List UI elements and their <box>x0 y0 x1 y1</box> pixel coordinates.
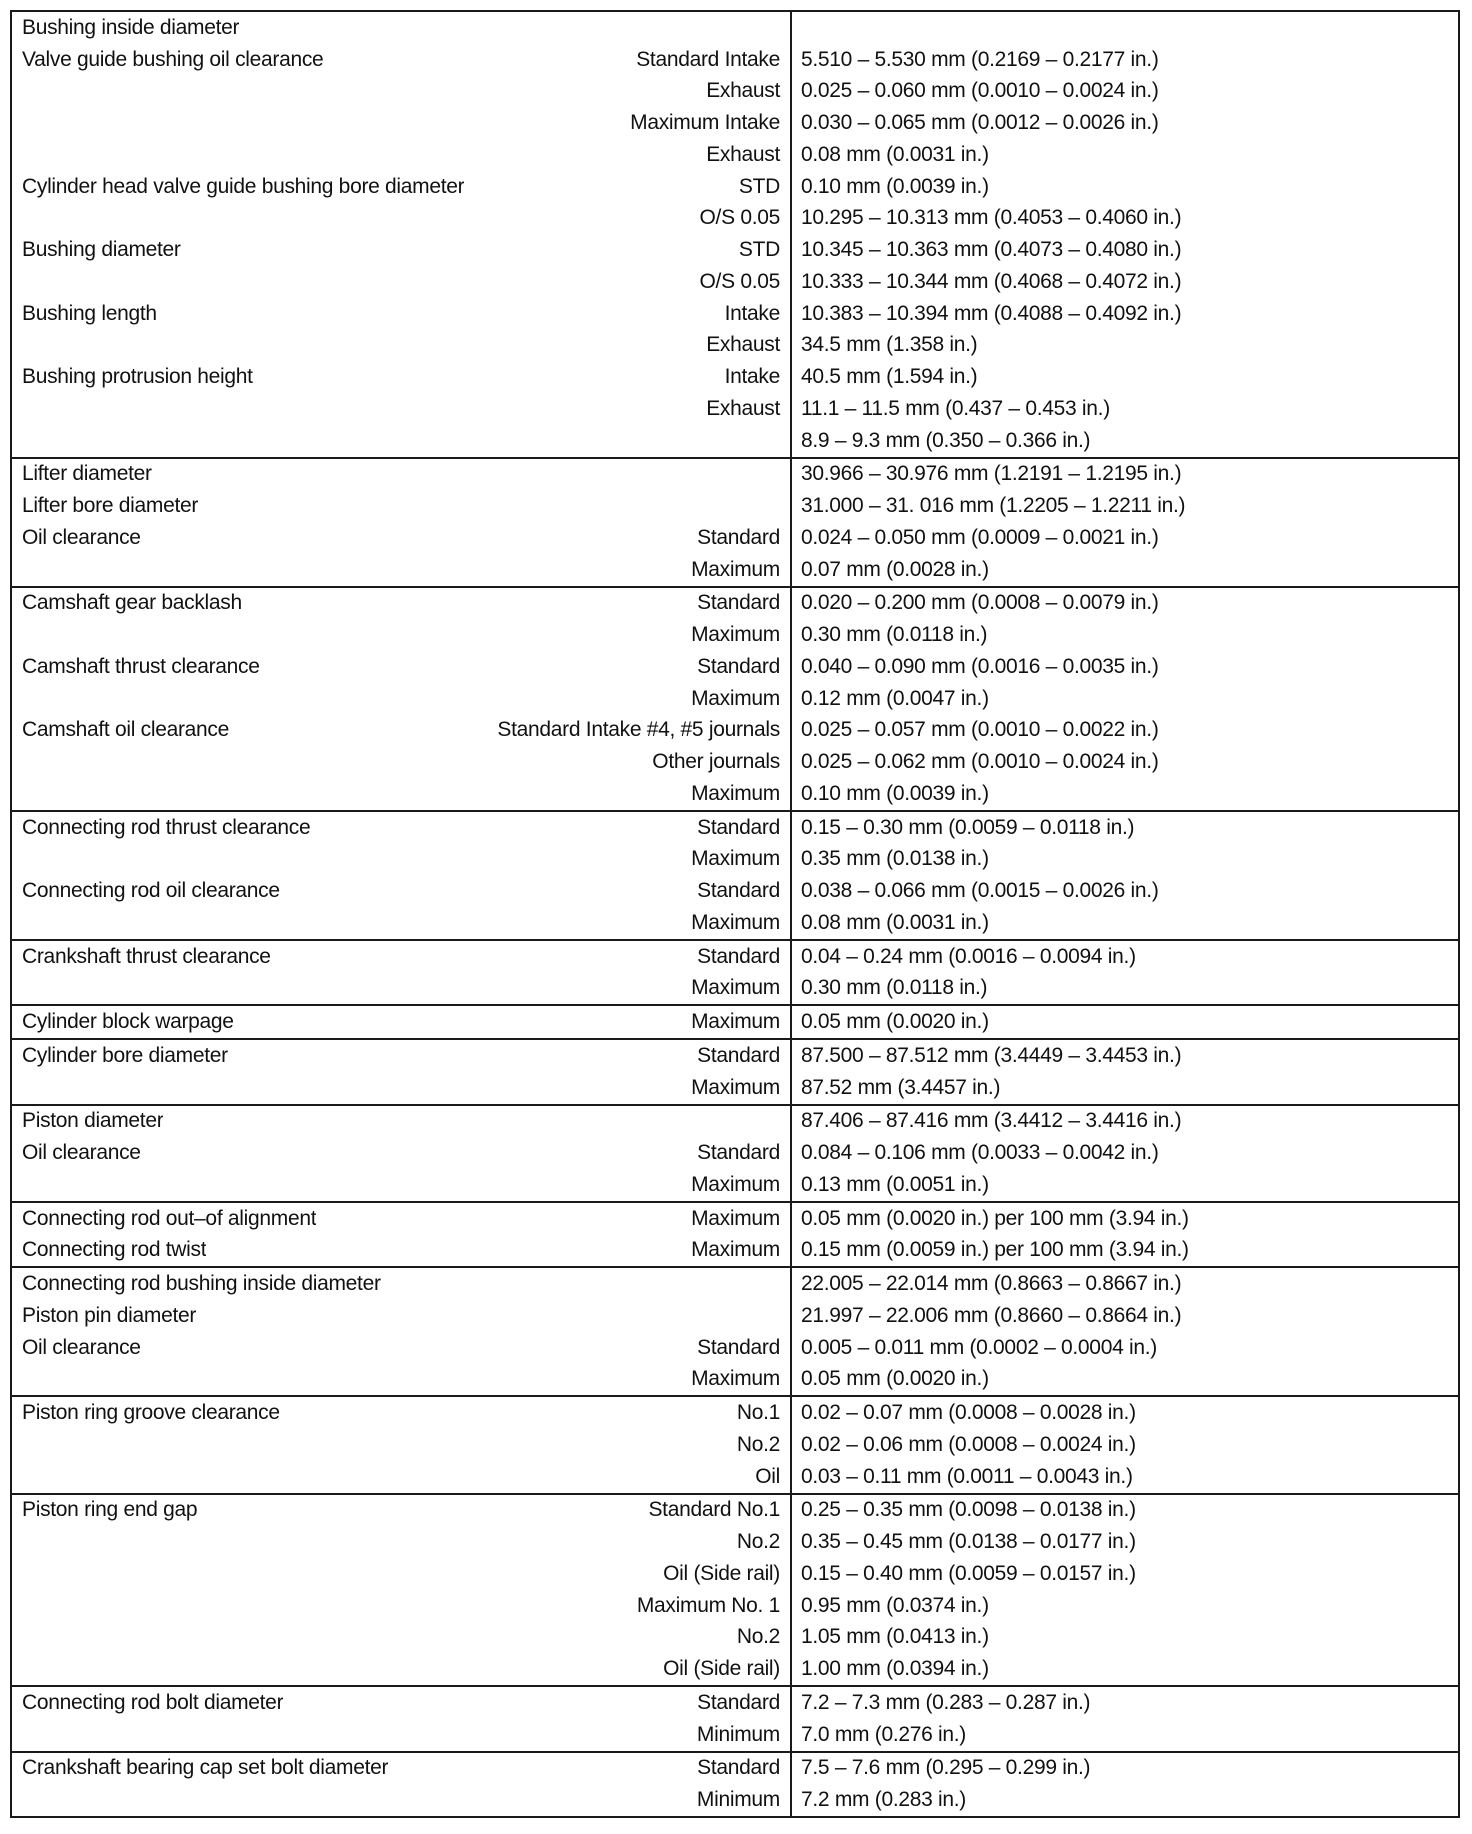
spec-row <box>12 76 1458 108</box>
spec-section <box>12 1201 1458 1267</box>
spec-condition: Minimum <box>696 1788 780 1812</box>
spec-condition: Maximum <box>691 910 780 934</box>
spec-item: Camshaft gear backlash <box>22 591 242 615</box>
spec-condition: Standard No.1 <box>648 1498 780 1522</box>
spec-item: Piston diameter <box>22 1109 164 1133</box>
spec-value: 0.15 – 0.30 mm (0.0059 – 0.0118 in.) <box>801 815 1135 839</box>
spec-condition: Standard <box>697 654 780 678</box>
spec-value: 0.05 mm (0.0020 in.) <box>801 1367 989 1391</box>
spec-value: 1.00 mm (0.0394 in.) <box>801 1657 989 1681</box>
spec-item: Camshaft oil clearance <box>22 718 229 742</box>
spec-condition: STD <box>738 238 780 262</box>
spec-label-cell <box>12 1268 792 1300</box>
spec-condition: Exhaust <box>706 79 780 103</box>
spec-label-cell <box>12 746 792 778</box>
spec-label-cell <box>12 1753 792 1785</box>
spec-row <box>12 651 1458 683</box>
spec-value: 0.04 – 0.24 mm (0.0016 – 0.0094 in.) <box>801 944 1136 968</box>
spec-condition: Maximum <box>691 1075 780 1099</box>
spec-value: 1.05 mm (0.0413 in.) <box>801 1625 989 1649</box>
spec-label-cell <box>12 875 792 907</box>
spec-value: 0.35 mm (0.0138 in.) <box>801 847 989 871</box>
spec-row <box>12 266 1458 298</box>
spec-value: 31.000 – 31. 016 mm (1.2205 – 1.2211 in.) <box>801 494 1186 518</box>
spec-item: Cylinder block warpage <box>22 1010 234 1034</box>
spec-item: Lifter diameter <box>22 462 152 486</box>
spec-label-cell <box>12 1300 792 1332</box>
spec-condition: No.2 <box>736 1432 780 1456</box>
spec-value: 34.5 mm (1.358 in.) <box>801 333 978 357</box>
spec-condition: Oil (Side rail) <box>663 1657 780 1681</box>
spec-label-cell <box>12 715 792 747</box>
spec-row <box>12 1040 1458 1072</box>
spec-value: 0.07 mm (0.0028 in.) <box>801 557 989 581</box>
spec-value: 0.03 – 0.11 mm (0.0011 – 0.0043 in.) <box>801 1464 1133 1488</box>
spec-item: Piston ring end gap <box>22 1498 198 1522</box>
spec-item: Cylinder head valve guide bushing bore diameter <box>22 174 465 198</box>
spec-label-cell <box>12 393 792 425</box>
spec-value: 0.13 mm (0.0051 in.) <box>801 1172 989 1196</box>
spec-condition: Intake <box>724 301 780 325</box>
spec-row <box>12 203 1458 235</box>
spec-value: 0.12 mm (0.0047 in.) <box>801 686 989 710</box>
spec-value: 0.30 mm (0.0118 in.) <box>801 623 988 647</box>
spec-row <box>12 44 1458 76</box>
spec-label-cell <box>12 522 792 554</box>
spec-value: 0.024 – 0.050 mm (0.0009 – 0.0021 in.) <box>801 525 1159 549</box>
spec-row <box>12 1753 1458 1785</box>
spec-row <box>12 1106 1458 1138</box>
spec-row <box>12 298 1458 330</box>
spec-condition: No.2 <box>736 1625 780 1649</box>
spec-row <box>12 1364 1458 1396</box>
spec-value: 21.997 – 22.006 mm (0.8660 – 0.8664 in.) <box>801 1303 1182 1327</box>
spec-condition: O/S 0.05 <box>699 206 780 230</box>
spec-label-cell <box>12 1203 792 1235</box>
spec-condition: Maximum <box>691 557 780 581</box>
spec-row <box>12 907 1458 939</box>
spec-row <box>12 1268 1458 1300</box>
spec-value: 0.10 mm (0.0039 in.) <box>801 781 989 805</box>
spec-condition: Maximum <box>691 1238 780 1262</box>
spec-row <box>12 973 1458 1005</box>
spec-item: Connecting rod bushing inside diameter <box>22 1272 381 1296</box>
spec-condition: Standard Intake <box>636 47 780 71</box>
spec-condition: Standard <box>697 525 780 549</box>
spec-row <box>12 941 1458 973</box>
spec-item: Connecting rod thrust clearance <box>22 815 311 839</box>
spec-label-cell <box>12 1397 792 1429</box>
spec-label-cell <box>12 651 792 683</box>
spec-condition: Exhaust <box>706 333 780 357</box>
spec-value: 87.500 – 87.512 mm (3.4449 – 3.4453 in.) <box>801 1043 1182 1067</box>
spec-condition: Standard <box>697 815 780 839</box>
spec-value: 0.05 mm (0.0020 in.) per 100 mm (3.94 in.) <box>801 1206 1189 1230</box>
spec-value: 87.406 – 87.416 mm (3.4412 – 3.4416 in.) <box>801 1109 1182 1133</box>
spec-value: 0.10 mm (0.0039 in.) <box>801 174 989 198</box>
spec-label-cell <box>12 588 792 620</box>
spec-condition: Maximum No. 1 <box>636 1593 780 1617</box>
spec-label-cell <box>12 44 792 76</box>
spec-label-cell <box>12 619 792 651</box>
spec-label-cell <box>12 941 792 973</box>
spec-item: Connecting rod oil clearance <box>22 879 280 903</box>
spec-label-cell <box>12 973 792 1005</box>
spec-item: Camshaft thrust clearance <box>22 654 260 678</box>
spec-row <box>12 588 1458 620</box>
spec-row <box>12 1653 1458 1685</box>
spec-condition: Maximum <box>691 1367 780 1391</box>
spec-row <box>12 393 1458 425</box>
spec-row <box>12 522 1458 554</box>
spec-value: 0.025 – 0.060 mm (0.0010 – 0.0024 in.) <box>801 79 1159 103</box>
spec-condition: Maximum <box>691 847 780 871</box>
spec-item: Connecting rod out–of alignment <box>22 1206 317 1230</box>
spec-item: Crankshaft bearing cap set bolt diameter <box>22 1756 389 1780</box>
spec-condition: Oil (Side rail) <box>663 1561 780 1585</box>
spec-row <box>12 330 1458 362</box>
spec-row <box>12 1784 1458 1816</box>
spec-value: 0.02 – 0.06 mm (0.0008 – 0.0024 in.) <box>801 1432 1136 1456</box>
spec-value: 7.2 mm (0.283 in.) <box>801 1788 966 1812</box>
spec-row <box>12 812 1458 844</box>
spec-row <box>12 107 1458 139</box>
spec-row <box>12 1332 1458 1364</box>
spec-label-cell <box>12 1235 792 1267</box>
spec-row <box>12 1558 1458 1590</box>
spec-label-cell <box>12 1461 792 1493</box>
spec-row <box>12 1397 1458 1429</box>
spec-row <box>12 139 1458 171</box>
spec-label-cell <box>12 1653 792 1685</box>
spec-label-cell <box>12 490 792 522</box>
spec-section <box>12 1266 1458 1395</box>
spec-condition: Standard <box>697 1335 780 1359</box>
spec-value: 0.025 – 0.062 mm (0.0010 – 0.0024 in.) <box>801 750 1159 774</box>
spec-label-cell <box>12 1106 792 1138</box>
spec-value: 10.383 – 10.394 mm (0.4088 – 0.4092 in.) <box>801 301 1182 325</box>
spec-row <box>12 1203 1458 1235</box>
spec-label-cell <box>12 1495 792 1527</box>
spec-condition: Maximum <box>691 623 780 647</box>
spec-row <box>12 1235 1458 1267</box>
spec-row <box>12 234 1458 266</box>
spec-label-cell <box>12 139 792 171</box>
spec-row <box>12 1429 1458 1461</box>
spec-condition: No.2 <box>736 1530 780 1554</box>
spec-item: Oil clearance <box>22 1141 141 1165</box>
spec-condition: Maximum <box>691 1010 780 1034</box>
spec-condition: Other journals <box>652 750 780 774</box>
spec-label-cell <box>12 1622 792 1654</box>
spec-label-cell <box>12 1590 792 1622</box>
spec-label-cell <box>12 778 792 810</box>
spec-condition: Maximum <box>691 1172 780 1196</box>
spec-value: 22.005 – 22.014 mm (0.8663 – 0.8667 in.) <box>801 1272 1182 1296</box>
spec-label-cell <box>12 1719 792 1751</box>
spec-table <box>10 10 1460 1818</box>
spec-value: 0.084 – 0.106 mm (0.0033 – 0.0042 in.) <box>801 1141 1159 1165</box>
spec-value: 87.52 mm (3.4457 in.) <box>801 1075 1001 1099</box>
spec-item: Bushing diameter <box>22 238 181 262</box>
spec-condition: Standard <box>697 879 780 903</box>
spec-row <box>12 1072 1458 1104</box>
spec-section <box>12 1104 1458 1201</box>
spec-item: Oil clearance <box>22 525 141 549</box>
spec-label-cell <box>12 1332 792 1364</box>
spec-section <box>12 1004 1458 1038</box>
spec-row <box>12 459 1458 491</box>
spec-condition: STD <box>738 174 780 198</box>
spec-value: 40.5 mm (1.594 in.) <box>801 365 978 389</box>
spec-label-cell <box>12 1526 792 1558</box>
spec-value: 8.9 – 9.3 mm (0.350 – 0.366 in.) <box>801 428 1091 452</box>
spec-row <box>12 554 1458 586</box>
spec-label-cell <box>12 1137 792 1169</box>
spec-value: 0.05 mm (0.0020 in.) <box>801 1010 989 1034</box>
spec-value: 0.30 mm (0.0118 in.) <box>801 976 988 1000</box>
spec-section <box>12 1493 1458 1686</box>
spec-value: 0.005 – 0.011 mm (0.0002 – 0.0004 in.) <box>801 1335 1157 1359</box>
spec-label-cell <box>12 1687 792 1719</box>
spec-row <box>12 1169 1458 1201</box>
spec-row <box>12 1526 1458 1558</box>
spec-value: 11.1 – 11.5 mm (0.437 – 0.453 in.) <box>801 396 1110 420</box>
spec-value: 0.15 – 0.40 mm (0.0059 – 0.0157 in.) <box>801 1561 1136 1585</box>
spec-section <box>12 457 1458 586</box>
spec-label-cell <box>12 203 792 235</box>
spec-row <box>12 171 1458 203</box>
spec-condition: Exhaust <box>706 142 780 166</box>
spec-label-cell <box>12 12 792 44</box>
spec-label-cell <box>12 1006 792 1038</box>
spec-label-cell <box>12 298 792 330</box>
spec-section <box>12 810 1458 939</box>
spec-row <box>12 1719 1458 1751</box>
spec-item: Valve guide bushing oil clearance <box>22 47 324 71</box>
spec-label-cell <box>12 171 792 203</box>
spec-row <box>12 1495 1458 1527</box>
spec-label-cell <box>12 1169 792 1201</box>
spec-row <box>12 361 1458 393</box>
spec-row <box>12 1300 1458 1332</box>
spec-value: 0.25 – 0.35 mm (0.0098 – 0.0138 in.) <box>801 1498 1136 1522</box>
spec-value: 5.510 – 5.530 mm (0.2169 – 0.2177 in.) <box>801 47 1159 71</box>
spec-value: 0.020 – 0.200 mm (0.0008 – 0.0079 in.) <box>801 591 1159 615</box>
spec-condition: Minimum <box>696 1722 780 1746</box>
spec-value: 0.040 – 0.090 mm (0.0016 – 0.0035 in.) <box>801 654 1159 678</box>
spec-label-cell <box>12 1040 792 1072</box>
spec-label-cell <box>12 1429 792 1461</box>
spec-item: Piston pin diameter <box>22 1303 197 1327</box>
spec-row <box>12 715 1458 747</box>
spec-item: Bushing length <box>22 301 157 325</box>
spec-value: 10.333 – 10.344 mm (0.4068 – 0.4072 in.) <box>801 269 1182 293</box>
spec-row <box>12 619 1458 651</box>
spec-condition: Standard <box>697 591 780 615</box>
spec-section <box>12 1751 1458 1817</box>
spec-label-cell <box>12 266 792 298</box>
spec-section <box>12 586 1458 810</box>
spec-condition: Standard <box>697 1043 780 1067</box>
spec-value: 10.345 – 10.363 mm (0.4073 – 0.4080 in.) <box>801 238 1182 262</box>
spec-item: Cylinder bore diameter <box>22 1043 228 1067</box>
spec-value: 10.295 – 10.313 mm (0.4053 – 0.4060 in.) <box>801 206 1182 230</box>
spec-value: 0.025 – 0.057 mm (0.0010 – 0.0022 in.) <box>801 718 1159 742</box>
spec-value: 7.2 – 7.3 mm (0.283 – 0.287 in.) <box>801 1690 1091 1714</box>
spec-row <box>12 1137 1458 1169</box>
spec-item: Connecting rod twist <box>22 1238 207 1262</box>
spec-condition: Standard <box>697 1690 780 1714</box>
spec-row <box>12 1006 1458 1038</box>
spec-condition: O/S 0.05 <box>699 269 780 293</box>
spec-value: 0.15 mm (0.0059 in.) per 100 mm (3.94 in.) <box>801 1238 1189 1262</box>
spec-label-cell <box>12 76 792 108</box>
spec-label-cell <box>12 234 792 266</box>
spec-label-cell <box>12 425 792 457</box>
spec-condition: Maximum <box>691 686 780 710</box>
spec-label-cell <box>12 844 792 876</box>
spec-label-cell <box>12 683 792 715</box>
spec-row <box>12 683 1458 715</box>
spec-label-cell <box>12 459 792 491</box>
spec-value: 30.966 – 30.976 mm (1.2191 – 1.2195 in.) <box>801 462 1182 486</box>
spec-row <box>12 1461 1458 1493</box>
spec-value: 0.030 – 0.065 mm (0.0012 – 0.0026 in.) <box>801 111 1159 135</box>
spec-condition: Oil <box>755 1464 780 1488</box>
spec-condition: Maximum Intake <box>630 111 780 135</box>
spec-row <box>12 425 1458 457</box>
spec-label-cell <box>12 907 792 939</box>
spec-row <box>12 844 1458 876</box>
spec-item: Oil clearance <box>22 1335 141 1359</box>
spec-section <box>12 1038 1458 1104</box>
spec-value: 0.02 – 0.07 mm (0.0008 – 0.0028 in.) <box>801 1401 1136 1425</box>
spec-item: Piston ring groove clearance <box>22 1401 280 1425</box>
spec-value: 0.35 – 0.45 mm (0.0138 – 0.0177 in.) <box>801 1530 1136 1554</box>
spec-label-cell <box>12 1784 792 1816</box>
spec-label-cell <box>12 554 792 586</box>
spec-row <box>12 1590 1458 1622</box>
spec-item: Bushing inside diameter <box>22 15 240 39</box>
spec-condition: Maximum <box>691 1206 780 1230</box>
spec-condition: Maximum <box>691 976 780 1000</box>
spec-row <box>12 490 1458 522</box>
spec-condition: Maximum <box>691 781 780 805</box>
spec-value: 0.08 mm (0.0031 in.) <box>801 142 989 166</box>
spec-value: 0.95 mm (0.0374 in.) <box>801 1593 989 1617</box>
spec-condition: Standard <box>697 1141 780 1165</box>
spec-condition: Standard <box>697 1756 780 1780</box>
spec-label-cell <box>12 361 792 393</box>
spec-condition: No.1 <box>736 1401 780 1425</box>
spec-row <box>12 778 1458 810</box>
spec-row <box>12 12 1458 44</box>
spec-value: 7.5 – 7.6 mm (0.295 – 0.299 in.) <box>801 1756 1091 1780</box>
spec-value: 7.0 mm (0.276 in.) <box>801 1722 966 1746</box>
spec-row <box>12 875 1458 907</box>
spec-label-cell <box>12 1558 792 1590</box>
spec-section <box>12 1395 1458 1492</box>
spec-value: 0.08 mm (0.0031 in.) <box>801 910 989 934</box>
spec-label-cell <box>12 812 792 844</box>
spec-label-cell <box>12 330 792 362</box>
spec-label-cell <box>12 1364 792 1396</box>
spec-item: Lifter bore diameter <box>22 494 199 518</box>
spec-row <box>12 746 1458 778</box>
spec-label-cell <box>12 1072 792 1104</box>
spec-section <box>12 939 1458 1005</box>
spec-row <box>12 1687 1458 1719</box>
spec-condition: Standard <box>697 944 780 968</box>
spec-row <box>12 1622 1458 1654</box>
spec-item: Connecting rod bolt diameter <box>22 1690 284 1714</box>
spec-item: Bushing protrusion height <box>22 365 253 389</box>
spec-condition: Standard Intake #4, #5 journals <box>497 718 780 742</box>
spec-condition: Intake <box>724 365 780 389</box>
spec-value: 0.038 – 0.066 mm (0.0015 – 0.0026 in.) <box>801 879 1159 903</box>
spec-label-cell <box>12 107 792 139</box>
spec-item: Crankshaft thrust clearance <box>22 944 271 968</box>
spec-section <box>12 12 1458 457</box>
spec-section <box>12 1685 1458 1751</box>
spec-condition: Exhaust <box>706 396 780 420</box>
